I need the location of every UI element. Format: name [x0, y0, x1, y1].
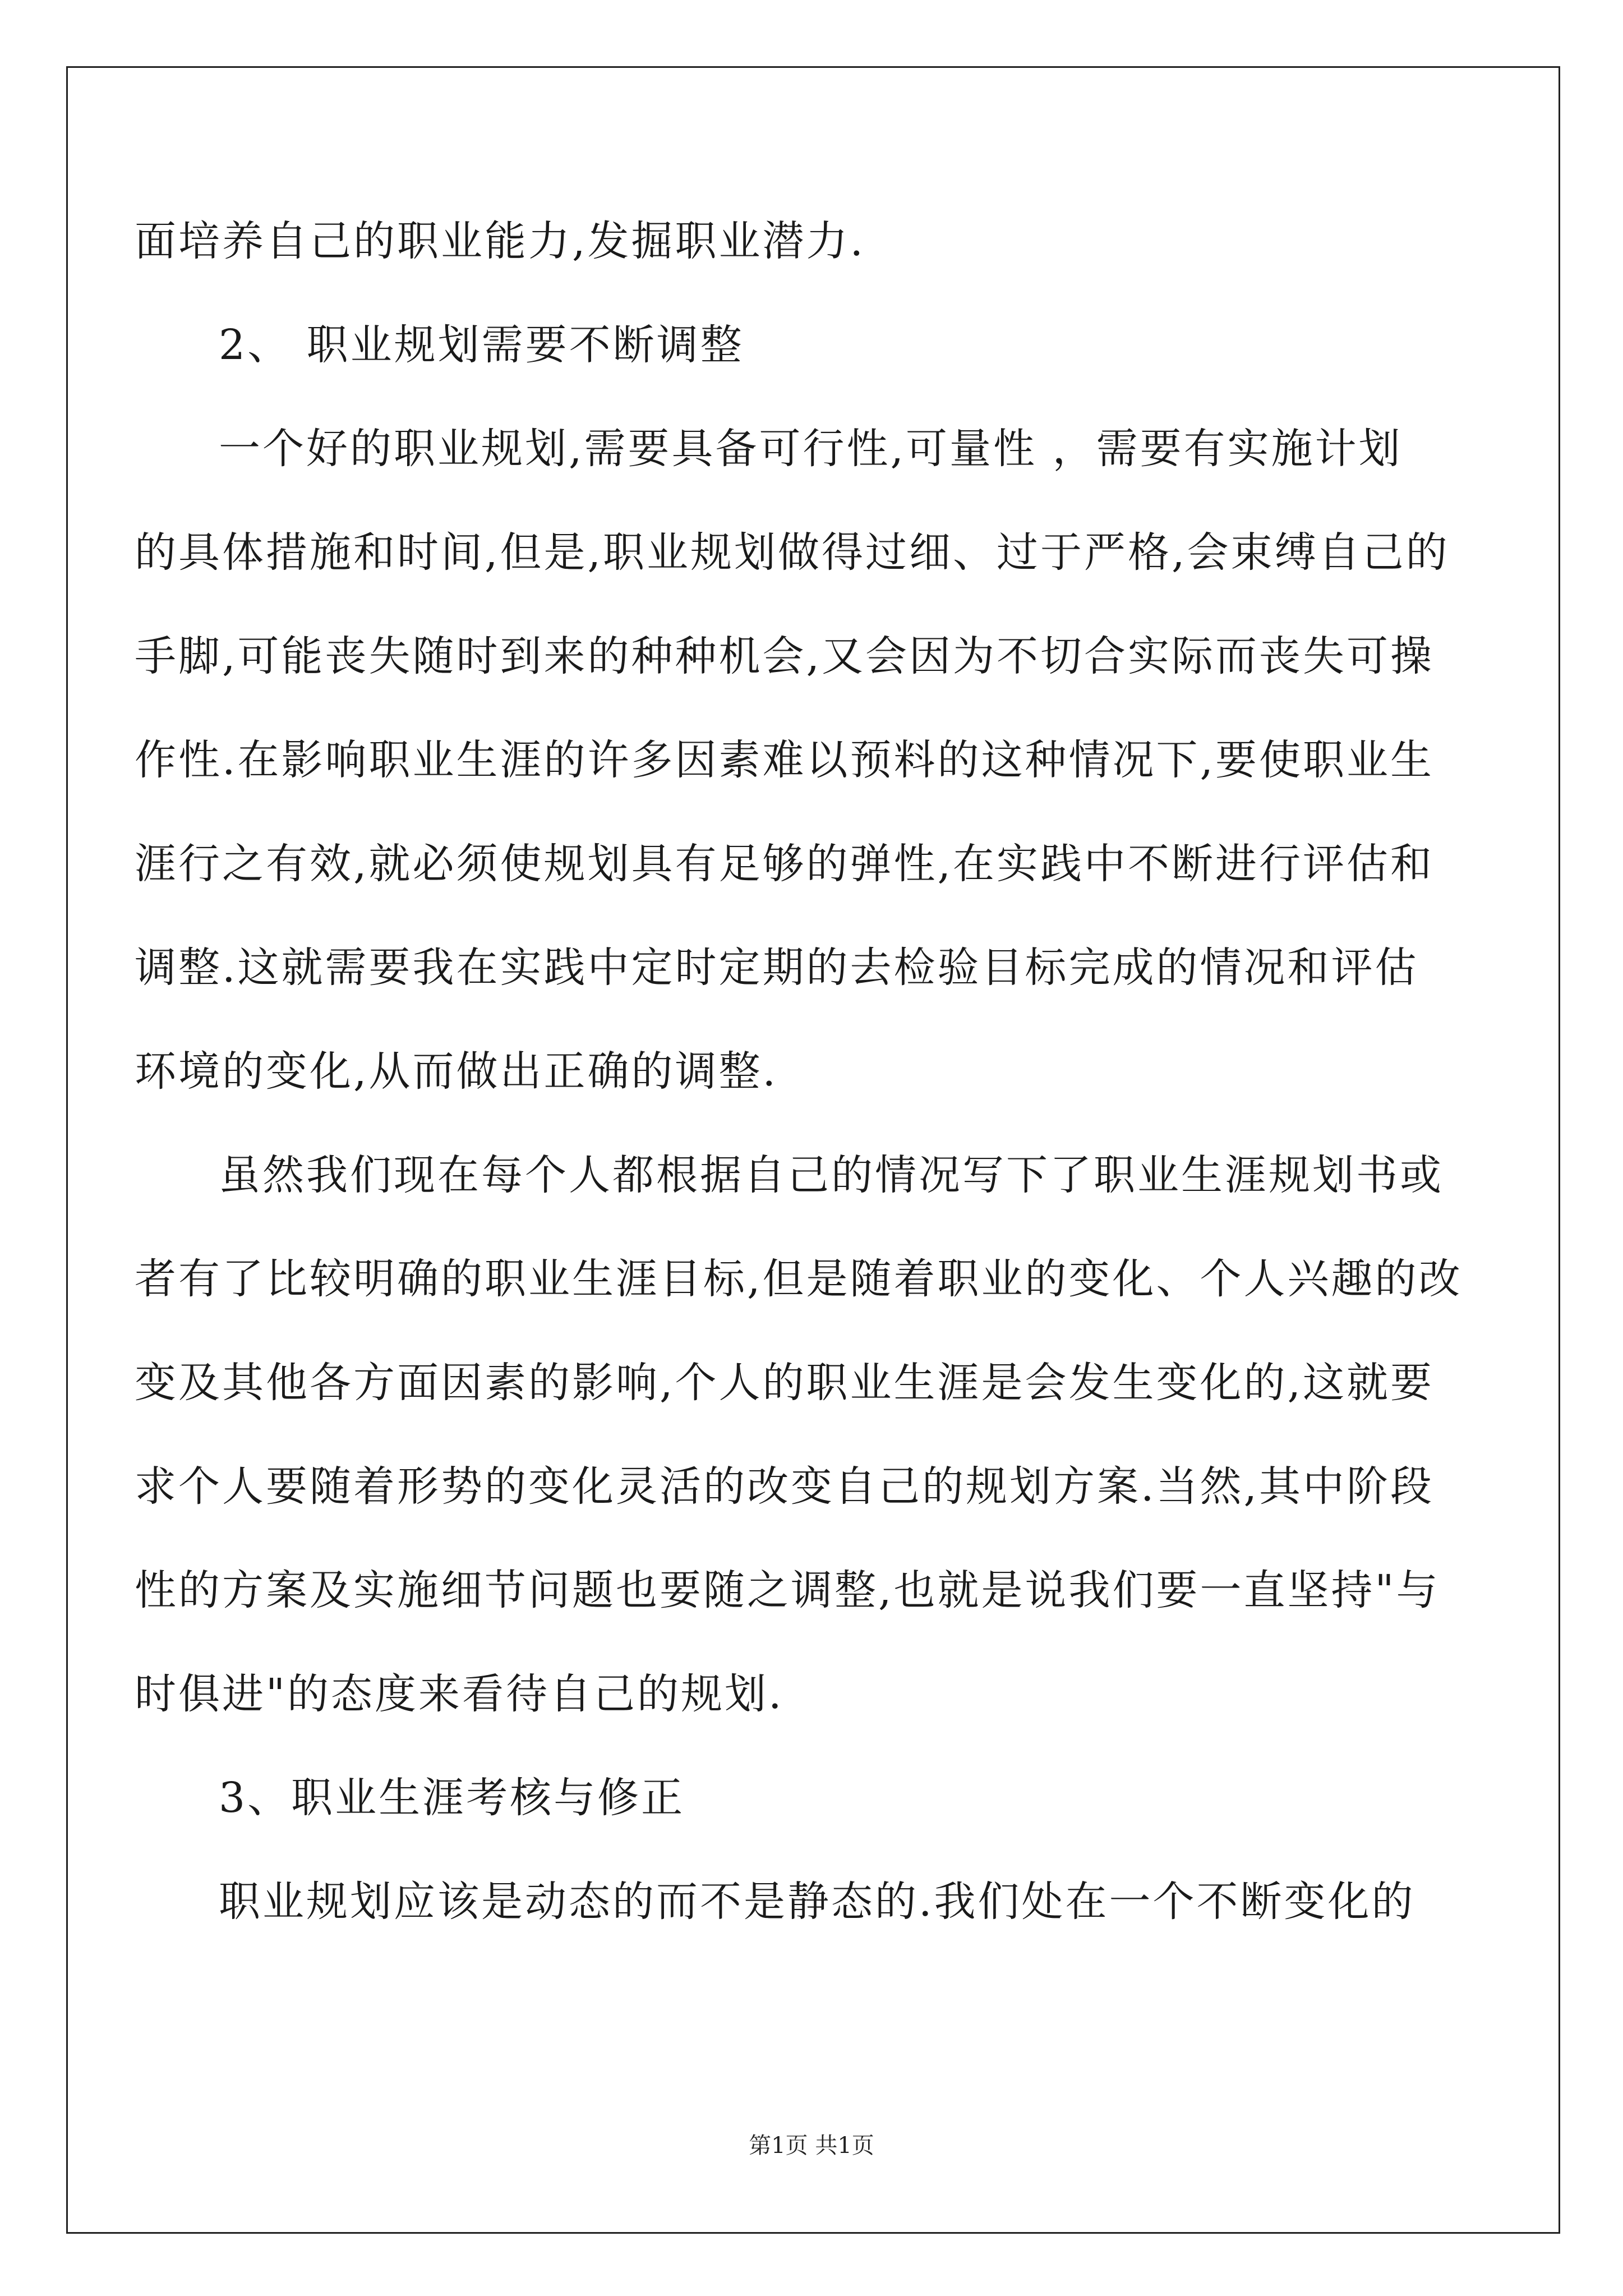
text-line-15: 时俱进"的态度来看待自己的规划.	[135, 1670, 784, 1718]
text-line-11: 者有了比较明确的职业生涯目标,但是随着职业的变化、个人兴趣的改	[135, 1255, 1463, 1303]
text-line-17: 职业规划应该是动态的而不是静态的.我们处在一个不断变化的	[219, 1878, 1415, 1926]
text-line-9: 环境的变化,从而做出正确的调整.	[135, 1047, 778, 1096]
text-line-12: 变及其他各方面因素的影响,个人的职业生涯是会发生变化的,这就要	[135, 1359, 1435, 1407]
text-line-4: 的具体措施和时间,但是,职业规划做得过细、过于严格,会束缚自己的	[135, 528, 1450, 577]
text-line-7: 涯行之有效,就必须使规划具有足够的弹性,在实践中不断进行评估和	[135, 840, 1435, 888]
text-line-13: 求个人要随着形势的变化灵活的改变自己的规划方案.当然,其中阶段	[135, 1462, 1435, 1511]
text-line-8: 调整.这就需要我在实践中定时定期的去检验目标完成的情况和评估	[135, 944, 1419, 992]
page-number-footer: 第1页 共1页	[749, 2133, 874, 2159]
text-line-14: 性的方案及实施细节问题也要随之调整,也就是说我们要一直坚持"与	[135, 1566, 1440, 1614]
text-line-6: 作性.在影响职业生涯的许多因素难以预料的这种情况下,要使职业生	[135, 736, 1435, 784]
section-heading-3: 3、职业生涯考核与修正	[219, 1774, 685, 1822]
text-line-10: 虽然我们现在每个人都根据自己的情况写下了职业生涯规划书或	[219, 1151, 1444, 1199]
section-heading-2: 2、 职业规划需要不断调整	[219, 321, 744, 369]
text-line-5: 手脚,可能丧失随时到来的种种机会,又会因为不切合实际而丧失可操	[135, 632, 1435, 680]
text-line-1: 面培养自己的职业能力,发掘职业潜力.	[135, 217, 866, 265]
text-line-3: 一个好的职业规划,需要具备可行性,可量性 ，需要有实施计划	[219, 425, 1403, 473]
